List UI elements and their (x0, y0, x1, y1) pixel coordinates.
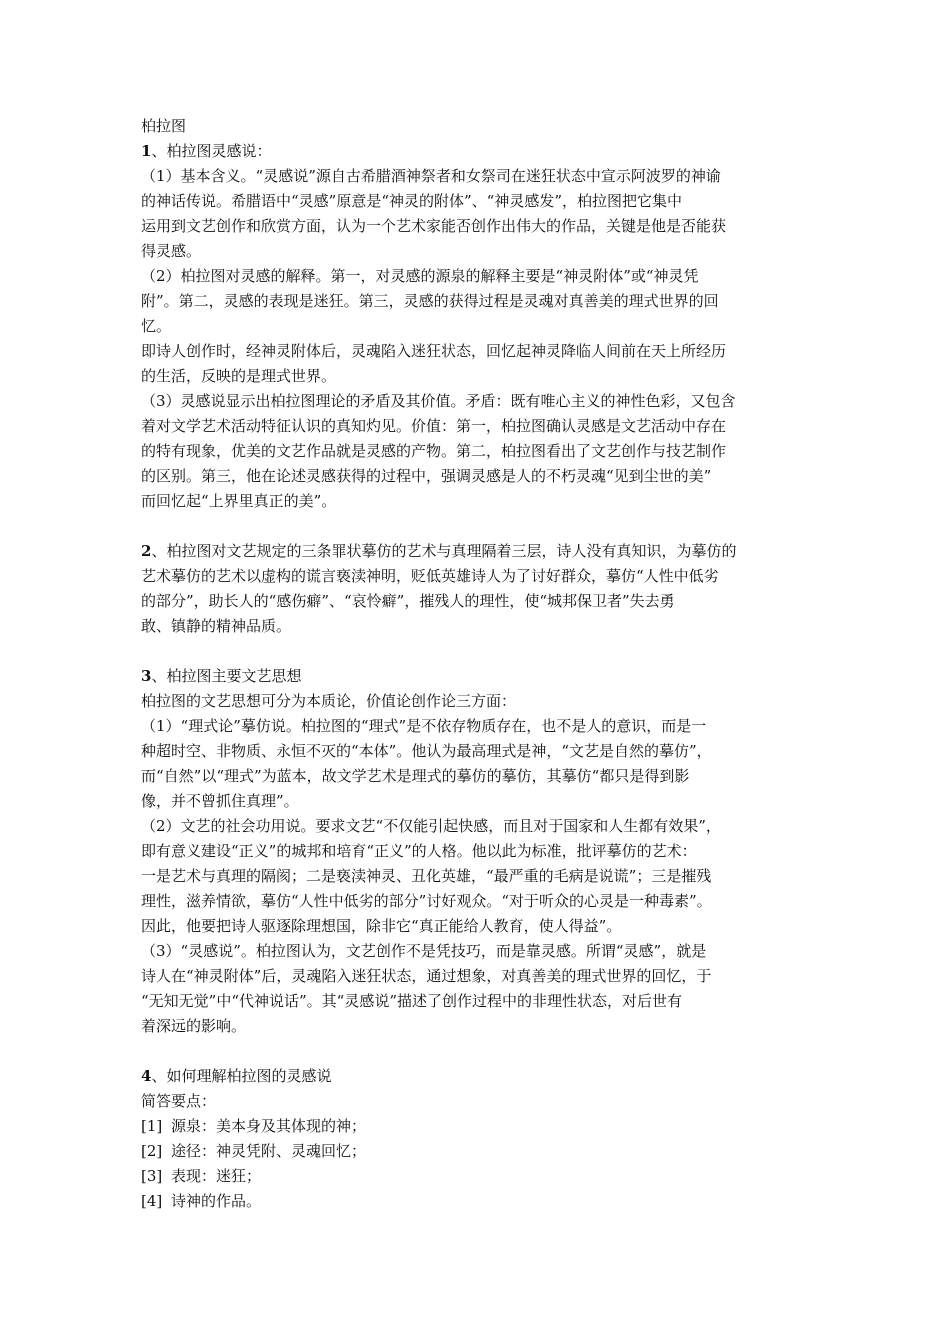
section-2-line (141, 541, 736, 561)
text-line: 的特有现象，优美的文艺作品就是灵感的产物。第二，柏拉图看出了文艺创作与技艺制作 (141, 442, 727, 460)
text-line: 的区别。第三，他在论述灵感获得的过程中，强调灵感是人的不朽灵魂“见到尘世的美” (141, 467, 712, 485)
text-line: （3）灵感说显示出柏拉图理论的矛盾及其价值。矛盾：既有唯心主义的神性色彩，又包含 (141, 392, 736, 410)
section-4-heading (141, 1066, 331, 1086)
list-item-number: [3] (141, 1167, 163, 1185)
text-line: 而“自然”以“理式”为蓝本，故文学艺术是理式的摹仿的摹仿，其摹仿“都只是得到影 (141, 767, 690, 785)
list-item-text: 源泉：美本身及其体现的神； (171, 1117, 367, 1135)
text-line: 即诗人创作时，经神灵附体后，灵魂陷入迷狂状态，回忆起神灵降临人间前在天上所经历 (141, 342, 727, 360)
section-number: 2 (141, 542, 152, 560)
text-line: 像，并不曾抓住真理”。 (141, 792, 299, 810)
list-item (141, 1141, 366, 1161)
text-line: 得灵感。 (141, 242, 202, 260)
section-heading-text: 、柏拉图灵感说： (151, 142, 272, 160)
text-line: 附”。第二，灵感的表现是迷狂。第三，灵感的获得过程是灵魂对真善美的理式世界的回 (141, 292, 719, 310)
text-line: 的神话传说。希腊语中“灵感”原意是“神灵的附体”、“神灵感发”，柏拉图把它集中 (141, 192, 683, 210)
text-line: 因此，他要把诗人驱逐除理想国，除非它“真正能给人教育，使人得益”。 (141, 917, 622, 935)
list-item-number: [4] (141, 1192, 163, 1210)
section-heading-text: 、如何理解柏拉图的灵感说 (151, 1067, 332, 1085)
text-line: 着对文学艺术活动特征认识的真知灼见。价值：第一，柏拉图确认灵感是文艺活动中存在 (141, 417, 727, 435)
text-line: 诗人在“神灵附体”后，灵魂陷入迷狂状态，通过想象，对真善美的理式世界的回忆，于 (141, 967, 712, 985)
section-number: 1 (141, 142, 152, 160)
text-line: 而回忆起“上界里真正的美”。 (141, 492, 337, 510)
text-line: 忆。 (141, 317, 172, 335)
list-item-number: [2] (141, 1142, 163, 1160)
list-item-text: 表现：迷狂； (171, 1167, 262, 1185)
list-item-text: 诗神的作品。 (171, 1192, 262, 1210)
list-item-text: 途径：神灵凭附、灵魂回忆； (171, 1142, 367, 1160)
text-line: 简答要点： (141, 1092, 217, 1110)
text-line: 运用到文艺创作和欣赏方面，认为一个艺术家能否创作出伟大的作品，关键是他是否能获 (141, 217, 727, 235)
text-line: （1）基本含义。“灵感说”源自古希腊酒神祭者和女祭司在迷狂状态中宣示阿波罗的神谕 (141, 167, 721, 185)
list-item (141, 1191, 261, 1211)
text-line: （2）文艺的社会功用说。要求文艺“不仅能引起快感，而且对于国家和人生都有效果”， (141, 817, 721, 835)
section-1-heading (141, 141, 271, 161)
text-line: （1）“理式论”摹仿说。柏拉图的“理式”是不依存物质存在，也不是人的意识，而是一 (141, 717, 707, 735)
section-2-text: 、柏拉图对文艺规定的三条罪状摹仿的艺术与真理隔着三层，诗人没有真知识，为摹仿的 (151, 542, 737, 560)
list-item-number: [1] (141, 1117, 163, 1135)
text-line: 的部分”，助长人的“感伤癖”、“哀怜癖”，摧残人的理性，使“城邦保卫者”失去勇 (141, 592, 675, 610)
text-line: 一是艺术与真理的隔阂；二是亵渎神灵、丑化英雄，“最严重的毛病是说谎”；三是摧残 (141, 867, 712, 885)
text-line: （3）“灵感说”。柏拉图认为，文艺创作不是凭技巧，而是靠灵感。所谓“灵感”，就是 (141, 942, 707, 960)
text-line: 的生活，反映的是理式世界。 (141, 367, 337, 385)
list-item (141, 1116, 366, 1136)
list-item (141, 1166, 261, 1186)
text-line: 理性，滋养情欲，摹仿“人性中低劣的部分”讨好观众。“对于听众的心灵是一种毒素”。 (141, 892, 712, 910)
section-number: 3 (141, 667, 152, 685)
section-3-heading (141, 666, 301, 686)
document-title: 柏拉图 (141, 117, 187, 135)
text-line: “无知无觉”中“代神说话”。其“灵感说”描述了创作过程中的非理性状态，对后世有 (141, 992, 683, 1010)
text-line: 即有意义建设“正义”的城邦和培育“正义”的人格。他以此为标准，批评摹仿的艺术： (141, 842, 697, 860)
text-line: 着深远的影响。 (141, 1017, 247, 1035)
text-line: （2）柏拉图对灵感的解释。第一，对灵感的源泉的解释主要是“神灵附体”或“神灵凭 (141, 267, 699, 285)
text-line: 敢、镇静的精神品质。 (141, 617, 292, 635)
text-line: 柏拉图的文艺思想可分为本质论，价值论创作论三方面： (141, 692, 517, 710)
text-line: 种超时空、非物质、永恒不灭的“本体”。他认为最高理式是神，“文艺是自然的摹仿”， (141, 742, 712, 760)
section-number: 4 (141, 1067, 152, 1085)
section-heading-text: 、柏拉图主要文艺思想 (151, 667, 302, 685)
text-line: 艺术摹仿的艺术以虚构的谎言亵渎神明，贬低英雄诗人为了讨好群众，摹仿“人性中低劣 (141, 567, 719, 585)
